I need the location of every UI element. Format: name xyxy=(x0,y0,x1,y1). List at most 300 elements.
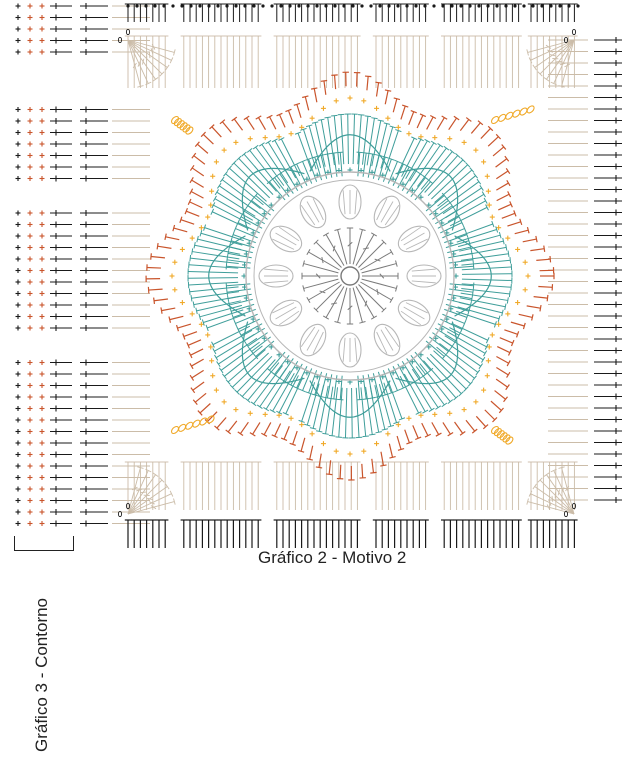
stitch-stem xyxy=(502,213,515,218)
slip-stitch-dot xyxy=(342,4,345,7)
slip-stitch-dot xyxy=(450,4,453,7)
slip-stitch-dot xyxy=(216,4,219,7)
corner-chain-loop xyxy=(206,415,216,425)
stitch-stem xyxy=(189,282,239,285)
top-border-row xyxy=(125,4,580,88)
slip-stitch-dot xyxy=(198,4,201,7)
puff-stitch-line xyxy=(307,330,319,351)
stitch-slash xyxy=(546,45,551,48)
stitch-top-bar xyxy=(438,143,443,147)
stitch-stem xyxy=(275,423,281,436)
stitch-stem xyxy=(256,147,284,185)
stitch-top-bar xyxy=(527,227,529,233)
stitch-top-bar xyxy=(161,307,162,313)
stitch-top-bar xyxy=(544,246,545,252)
stitch-stem xyxy=(497,347,510,353)
slip-stitch-dot xyxy=(387,4,390,7)
stitch-stem xyxy=(279,115,285,128)
stitch-stem xyxy=(217,418,226,429)
stitch-top-bar xyxy=(331,115,337,116)
stitch-top-bar xyxy=(238,432,243,436)
slip-stitch-dot xyxy=(306,4,309,7)
stitch-stem xyxy=(445,336,483,360)
stitch-stem xyxy=(481,128,491,138)
stitch-top-bar xyxy=(244,116,249,120)
contour-bracket xyxy=(14,536,74,551)
slip-stitch-dot xyxy=(360,4,363,7)
stitch-top-bar xyxy=(324,397,330,398)
stitch-top-bar xyxy=(442,403,447,407)
stitch-stem xyxy=(491,401,501,410)
stitch-stem xyxy=(190,202,203,208)
slip-stitch-dot xyxy=(234,4,237,7)
stitch-stem xyxy=(397,436,401,449)
stitch-stem xyxy=(184,332,197,337)
stitch-top-bar xyxy=(365,116,371,117)
stitch-stem xyxy=(388,381,402,419)
stitch-stem xyxy=(191,359,203,366)
stitch-top-bar xyxy=(431,141,436,144)
stitch-top-bar xyxy=(192,248,193,254)
stitch-top-bar xyxy=(196,308,197,314)
stitch-top-bar xyxy=(363,436,369,437)
stitch-top-bar xyxy=(213,196,216,202)
stitch-top-bar xyxy=(363,399,369,400)
slip-stitch-dot xyxy=(477,4,480,7)
stitch-stem xyxy=(304,279,339,288)
stitch-stem xyxy=(540,40,574,74)
slip-stitch-dot xyxy=(144,4,147,7)
stitch-stem xyxy=(540,480,574,514)
stitch-stem xyxy=(377,83,379,97)
stitch-stem xyxy=(191,192,203,199)
stitch-stem xyxy=(523,239,537,242)
stitch-top-bar xyxy=(382,429,388,430)
slip-stitch-dot xyxy=(441,4,444,7)
stitch-top-bar xyxy=(477,179,481,184)
stitch-stem xyxy=(170,316,184,319)
stitch-stem xyxy=(338,230,347,265)
stitch-stem xyxy=(466,420,475,431)
stitch-stem xyxy=(410,143,434,181)
stitch-stem xyxy=(519,314,533,317)
stitch-top-bar xyxy=(476,370,480,375)
stitch-top-bar xyxy=(481,357,484,362)
stitch-top-bar xyxy=(473,283,474,289)
stitch-stem xyxy=(297,104,301,117)
stitch-stem xyxy=(476,416,485,426)
puff-stitch-line xyxy=(385,205,399,225)
stitch-slash xyxy=(552,496,553,502)
stitch-stem xyxy=(409,112,414,125)
stitch-top-bar xyxy=(422,410,428,413)
stitch-stem xyxy=(496,171,508,179)
stitch-top-bar xyxy=(448,432,453,435)
stitch-top-bar xyxy=(435,406,440,410)
puff-stitch-line xyxy=(276,233,297,245)
stitch-stem xyxy=(462,279,512,280)
stitch-stem xyxy=(207,314,245,328)
stitch-stem xyxy=(128,480,162,514)
stitch-stem xyxy=(447,332,485,354)
stitch-top-bar xyxy=(540,305,541,311)
stitch-top-bar xyxy=(506,168,510,173)
stitch-stem xyxy=(307,384,319,425)
stitch-top-bar xyxy=(507,372,510,377)
slip-stitch-dot xyxy=(279,4,282,7)
stitch-stem xyxy=(335,75,336,89)
stitch-stem xyxy=(353,230,362,265)
slip-stitch-dot xyxy=(369,4,372,7)
slip-stitch-dot xyxy=(162,4,165,7)
stitch-stem xyxy=(288,110,293,123)
stitch-top-bar xyxy=(154,298,155,304)
stitch-stem xyxy=(188,278,238,279)
stitch-stem xyxy=(406,141,428,179)
slip-stitch-dot xyxy=(207,4,210,7)
stitch-stem xyxy=(234,119,242,130)
stitch-stem xyxy=(527,306,541,308)
puff-stitch-line xyxy=(301,205,315,225)
stitch-top-bar xyxy=(371,316,377,319)
stitch-stem xyxy=(310,446,313,460)
stitch-stem xyxy=(193,382,204,390)
stitch-top-bar xyxy=(266,140,271,143)
stitch-stem xyxy=(538,287,552,288)
puff-stitch-line xyxy=(307,202,319,223)
stitch-stem xyxy=(266,371,290,409)
stitch-stem xyxy=(413,425,418,438)
slip-stitch-dot xyxy=(135,4,138,7)
slip-stitch-dot xyxy=(297,4,300,7)
slip-stitch-dot xyxy=(513,4,516,7)
stitch-stem xyxy=(372,459,374,473)
stitch-stem xyxy=(379,384,390,426)
stitch-stem xyxy=(192,370,204,378)
stitch-top-bar xyxy=(322,433,328,434)
stitch-stem xyxy=(488,137,498,147)
stitch-top-bar xyxy=(532,314,533,320)
stitch-stem xyxy=(270,117,276,129)
stitch-top-bar xyxy=(259,143,264,147)
slip-stitch-dot xyxy=(549,4,552,7)
stitch-top-bar xyxy=(371,118,377,119)
stitch-top-bar xyxy=(370,472,376,473)
stitch-top-bar xyxy=(508,251,509,257)
stitch-stem xyxy=(437,118,444,130)
slip-stitch-dot xyxy=(504,4,507,7)
stitch-top-bar xyxy=(533,484,537,489)
stitch-stem xyxy=(340,465,341,479)
stitch-stem xyxy=(534,297,548,299)
stitch-stem xyxy=(192,180,204,187)
stitch-top-bar xyxy=(371,233,377,236)
stitch-slash xyxy=(151,506,156,509)
stitch-stem xyxy=(298,133,312,171)
stitch-slash xyxy=(149,52,150,58)
slip-stitch-dot xyxy=(333,4,336,7)
stitch-stem xyxy=(217,192,255,216)
stitch-top-bar xyxy=(193,302,194,308)
slip-stitch-dot xyxy=(378,4,381,7)
slip-stitch-dot xyxy=(351,4,354,7)
stitch-top-bar xyxy=(232,117,237,121)
slip-stitch-dot xyxy=(288,4,291,7)
stitch-top-bar xyxy=(311,88,317,89)
stitch-stem xyxy=(191,349,204,355)
stitch-top-bar xyxy=(251,402,256,406)
slip-stitch-dot xyxy=(468,4,471,7)
stitch-top-bar xyxy=(466,118,471,122)
stitch-top-bar xyxy=(250,433,255,436)
stitch-top-bar xyxy=(533,65,537,70)
stitch-top-bar xyxy=(165,234,166,240)
teal-shell-rounds xyxy=(188,114,512,438)
slip-stitch-dot xyxy=(396,4,399,7)
stitch-stem xyxy=(471,123,480,134)
stitch-top-bar xyxy=(191,388,195,393)
stitch-stem xyxy=(511,322,524,326)
slip-stitch-dot xyxy=(153,4,156,7)
chart-caption: Gráfico 2 - Motivo 2 xyxy=(258,548,407,567)
stitch-top-bar xyxy=(307,297,310,303)
stitch-top-bar xyxy=(484,198,487,204)
stitch-top-bar xyxy=(325,117,331,118)
stitch-stem xyxy=(260,368,287,407)
stitch-top-bar xyxy=(169,317,171,323)
slip-stitch-dot xyxy=(576,4,579,7)
stitch-top-bar xyxy=(523,323,525,329)
stitch-top-bar xyxy=(471,250,472,256)
stitch-top-bar xyxy=(165,484,169,489)
stitch-top-bar xyxy=(213,348,216,354)
stitch-top-bar xyxy=(307,249,310,255)
stitch-top-bar xyxy=(547,295,548,301)
stitch-stem xyxy=(345,388,346,438)
stitch-stem xyxy=(284,426,289,439)
stitch-stem xyxy=(440,182,478,210)
chain-mark xyxy=(572,29,575,34)
stitch-top-bar xyxy=(376,432,382,433)
stitch-stem xyxy=(259,118,266,130)
stitch-slash xyxy=(140,492,146,493)
stitch-top-bar xyxy=(369,434,375,435)
contour-label: Gráfico 3 - Contorno xyxy=(32,597,51,752)
red-outer-round xyxy=(146,72,554,480)
slip-stitch-dot xyxy=(315,4,318,7)
stitch-stem xyxy=(161,308,175,311)
puff-stitch-line xyxy=(355,338,357,362)
stitch-top-bar xyxy=(484,351,487,357)
stitch-top-bar xyxy=(307,459,313,460)
stitch-stem xyxy=(158,246,172,248)
puff-stitch-line xyxy=(276,307,297,319)
stitch-stem xyxy=(194,156,205,165)
stitch-top-bar xyxy=(510,257,511,263)
stitch-top-bar xyxy=(460,432,465,436)
puff-stitch-line xyxy=(401,311,421,325)
stitch-top-bar xyxy=(365,76,371,77)
stitch-stem xyxy=(381,127,393,168)
stitch-stem xyxy=(341,115,344,165)
stitch-top-bar xyxy=(331,153,337,154)
stitch-stem xyxy=(530,249,544,251)
stitch-top-bar xyxy=(329,435,335,436)
stitch-top-bar xyxy=(380,465,386,466)
stitch-stem xyxy=(192,168,204,176)
stitch-top-bar xyxy=(227,250,228,256)
shell-outline xyxy=(209,236,246,316)
stitch-stem xyxy=(186,211,199,216)
stitch-stem xyxy=(416,366,444,404)
stitch-stem xyxy=(367,76,368,90)
stitch-stem xyxy=(449,118,457,130)
stitch-stem xyxy=(496,159,507,167)
stitch-top-bar xyxy=(194,242,195,248)
stitch-top-bar xyxy=(454,116,459,120)
stitch-stem xyxy=(352,388,353,438)
stitch-stem xyxy=(353,288,362,323)
stitch-top-bar xyxy=(219,368,223,373)
slip-stitch-dot xyxy=(459,4,462,7)
stitch-slash xyxy=(556,61,562,62)
stitch-stem xyxy=(240,422,248,433)
stitch-top-bar xyxy=(471,295,472,301)
stitch-top-bar xyxy=(479,364,483,369)
stitch-slash xyxy=(133,63,136,68)
shell-outline xyxy=(310,135,390,172)
stitch-top-bar xyxy=(425,139,431,142)
stitch-top-bar xyxy=(389,457,395,458)
stitch-top-bar xyxy=(226,263,227,269)
slip-stitch-dot xyxy=(540,4,543,7)
stitch-stem xyxy=(174,228,188,232)
stitch-top-bar xyxy=(217,361,221,366)
stitch-stem xyxy=(485,410,495,420)
slip-stitch-dot xyxy=(423,4,426,7)
puff-stitch-line xyxy=(279,311,299,325)
stitch-top-bar xyxy=(190,255,191,261)
stitch-stem xyxy=(496,367,508,374)
puff-stitch-line xyxy=(355,190,357,214)
stitch-stem xyxy=(314,89,317,103)
stitch-stem xyxy=(273,373,295,411)
slip-stitch-dot xyxy=(126,4,129,7)
slip-stitch-dot xyxy=(324,4,327,7)
stitch-stem xyxy=(228,421,237,432)
slip-stitch-dot xyxy=(261,4,264,7)
chain-mark xyxy=(126,29,129,34)
stitch-slash xyxy=(331,303,337,304)
stitch-stem xyxy=(405,430,410,443)
stitch-top-bar xyxy=(215,189,218,194)
stitch-stem xyxy=(504,330,517,335)
stitch-stem xyxy=(215,199,253,221)
stitch-top-bar xyxy=(536,236,537,242)
stitch-top-bar xyxy=(550,256,551,262)
slip-stitch-dot xyxy=(252,4,255,7)
slip-stitch-dot xyxy=(405,4,408,7)
stitch-stem xyxy=(309,126,320,168)
stitch-stem xyxy=(496,356,508,363)
stitch-stem xyxy=(200,404,210,413)
stitch-top-bar xyxy=(337,399,343,400)
slip-stitch-dot xyxy=(414,4,417,7)
stitch-stem xyxy=(222,122,231,133)
stitch-stem xyxy=(188,271,238,272)
stitch-stem xyxy=(353,114,354,164)
stitch-top-bar xyxy=(190,165,194,170)
stitch-stem xyxy=(304,264,339,273)
stitch-top-bar xyxy=(446,198,450,203)
stitch-stem xyxy=(147,267,161,268)
stitch-stem xyxy=(264,422,271,434)
stitch-stem xyxy=(496,379,507,387)
stitch-stem xyxy=(460,119,468,130)
puff-stitch-line xyxy=(343,190,345,214)
stitch-top-bar xyxy=(385,90,391,91)
stitch-stem xyxy=(417,115,423,128)
puff-stitch-line xyxy=(404,233,425,245)
puff-stitch-line xyxy=(279,227,299,241)
stitch-stem xyxy=(455,224,493,238)
slip-stitch-dot xyxy=(180,4,183,7)
stitch-top-bar xyxy=(394,98,400,100)
stitch-stem xyxy=(385,91,388,105)
stitch-stem xyxy=(362,264,397,273)
stitch-top-bar xyxy=(270,410,276,413)
stitch-slash xyxy=(322,257,323,263)
puff-stitch-line xyxy=(401,227,421,241)
stitch-top-bar xyxy=(505,304,506,310)
stitch-top-bar xyxy=(507,297,508,303)
stitch-top-bar xyxy=(153,473,158,477)
stitch-stem xyxy=(188,340,201,346)
stitch-stem xyxy=(166,237,180,240)
stitch-top-bar xyxy=(157,243,158,249)
stitch-top-bar xyxy=(316,431,322,432)
slip-stitch-dot xyxy=(531,4,534,7)
stitch-top-bar xyxy=(378,120,384,121)
stitch-stem xyxy=(393,99,397,113)
stitch-stem xyxy=(462,274,512,275)
stitch-slash xyxy=(363,248,369,249)
center-medallion xyxy=(246,172,454,380)
stitch-top-bar xyxy=(544,473,549,477)
slip-stitch-dot xyxy=(189,4,192,7)
stitch-stem xyxy=(200,305,242,316)
stitch-stem xyxy=(495,391,506,400)
stitch-stem xyxy=(247,118,255,130)
stitch-stem xyxy=(181,220,194,224)
stitch-top-bar xyxy=(165,65,169,70)
stitch-stem xyxy=(432,422,439,434)
stitch-top-bar xyxy=(505,156,509,161)
slip-stitch-dot xyxy=(558,4,561,7)
stitch-stem xyxy=(219,186,258,213)
stitch-top-bar xyxy=(390,297,393,303)
slip-stitch-dot xyxy=(432,4,435,7)
stitch-top-bar xyxy=(153,77,158,81)
stitch-stem xyxy=(207,412,217,422)
slip-stitch-dot xyxy=(522,4,525,7)
puff-stitch-line xyxy=(264,281,288,283)
stitch-top-bar xyxy=(220,177,224,182)
puff-stitch-line xyxy=(343,338,345,362)
shell-outline xyxy=(310,381,390,418)
corner-chain-loop xyxy=(526,105,536,115)
stitch-stem xyxy=(128,40,162,74)
